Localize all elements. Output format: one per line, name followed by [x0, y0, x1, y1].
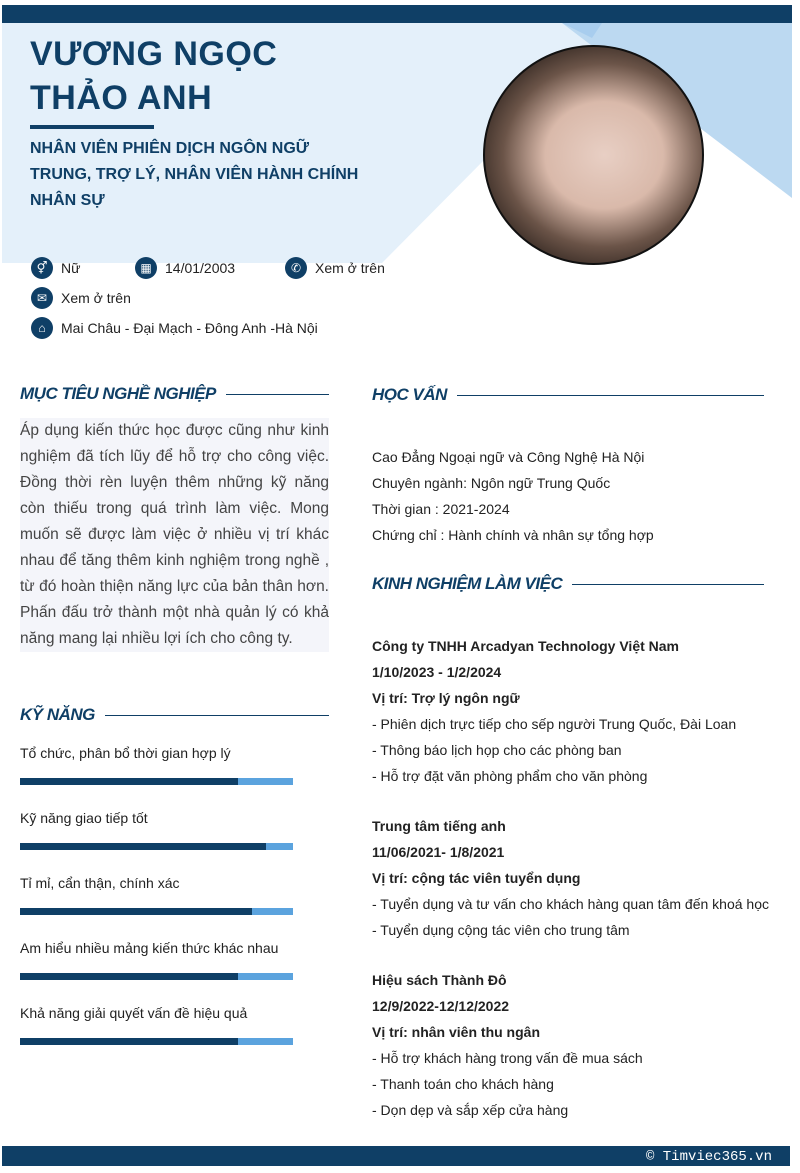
- dob-info: ▦ 14/01/2003: [135, 257, 235, 279]
- job-entry: [372, 633, 736, 789]
- skill-bar-fill: [20, 908, 252, 915]
- skill-bar: [20, 843, 293, 850]
- job-company: Trung tâm tiếng anh: [372, 818, 506, 834]
- job-company: Công ty TNHH Arcadyan Technology Việt Nam: [372, 638, 680, 654]
- skill-bar: [20, 908, 293, 915]
- profile-photo: [483, 45, 704, 265]
- skill-label: Tỉ mỉ, cẩn thận, chính xác: [20, 875, 180, 891]
- skill-bar-fill: [20, 843, 266, 850]
- job-task: - Dọn dẹp và sắp xếp cửa hàng: [372, 1102, 569, 1118]
- skill-bar-fill: [20, 1038, 238, 1045]
- skill-item: [20, 875, 293, 915]
- name-underline: [30, 125, 154, 129]
- skills-heading: KỸ NĂNG: [20, 705, 329, 725]
- top-bar: [2, 5, 792, 23]
- job-task: - Tuyển dụng cộng tác viên cho trung tâm: [372, 922, 630, 938]
- skill-label: Am hiểu nhiều mảng kiến thức khác nhau: [20, 940, 279, 956]
- job-position: Vị trí: cộng tác viên tuyển dụng: [372, 870, 581, 886]
- footer: © Timviec365.vn: [2, 1146, 790, 1166]
- job-position: Vị trí: Trợ lý ngôn ngữ: [372, 690, 520, 706]
- job-entry: [372, 967, 643, 1123]
- skill-bar: [20, 778, 293, 785]
- experience-heading: KINH NGHIỆM LÀM VIỆC: [372, 574, 764, 594]
- job-period: 1/10/2023 - 1/2/2024: [372, 664, 502, 680]
- address-info: ⌂ Mai Châu - Đại Mạch - Đông Anh -Hà Nội: [31, 317, 318, 339]
- skill-item: [20, 1005, 293, 1045]
- job-task: - Hỗ trợ khách hàng trong vấn đề mua sách: [372, 1050, 643, 1066]
- mail-icon: ✉: [31, 287, 53, 309]
- job-period: 11/06/2021- 1/8/2021: [372, 844, 505, 860]
- objective-text: Áp dụng kiến thức học được cũng như kinh nghiệm đã tích lũy để hỗ trợ cho công việc. Đồng thời rèn luyện thêm những kỹ năng còn thiếu trong quá trình làm việc. Mong muốn sẽ được làm việc ở nhiều vị trí khác nhau để tăng thêm kinh nghiệm trong nghề , từ đó hoàn thiện năng lực của bản thân hơn. Phấn đấu trở thành một nhà quản lý có khả năng mang lại nhiều lợi ích cho công ty.: [20, 418, 329, 652]
- job-task: - Thông báo lịch họp cho các phòng ban: [372, 742, 622, 758]
- job-task: - Thanh toán cho khách hàng: [372, 1076, 554, 1092]
- skill-label: Khả năng giải quyết vấn đề hiệu quả: [20, 1005, 248, 1021]
- gender-icon: ⚥: [31, 257, 53, 279]
- skill-bar-fill: [20, 973, 238, 980]
- skill-item: [20, 745, 293, 785]
- education-heading: HỌC VẤN: [372, 385, 764, 405]
- skill-bar: [20, 1038, 293, 1045]
- skill-bar-fill: [20, 778, 238, 785]
- skill-label: Kỹ năng giao tiếp tốt: [20, 810, 148, 826]
- job-task: - Phiên dịch trực tiếp cho sếp người Trung Quốc, Đài Loan: [372, 716, 737, 732]
- job-entry: [372, 813, 769, 943]
- job-company: Hiệu sách Thành Đô: [372, 972, 507, 988]
- gender-info: ⚥ Nữ: [31, 257, 80, 279]
- skill-label: Tổ chức, phân bổ thời gian hợp lý: [20, 745, 231, 761]
- phone-info: ✆ Xem ở trên: [285, 257, 385, 279]
- job-position: Vị trí: nhân viên thu ngân: [372, 1024, 540, 1040]
- job-title: NHÂN VIÊN PHIÊN DỊCH NGÔN NGỮ TRUNG, TRỢ LÝ, NHÂN VIÊN HÀNH CHÍNH NHÂN SỰ: [30, 140, 359, 209]
- job-period: 12/9/2022-12/12/2022: [372, 998, 510, 1014]
- education-details: Cao Đẳng Ngoại ngữ và Công Nghệ Hà Nội Chuyên ngành: Ngôn ngữ Trung Quốc Thời gian : 2021-2024 Chứng chỉ : Hành chính và nhân sự tổng hợp: [372, 449, 654, 543]
- phone-icon: ✆: [285, 257, 307, 279]
- objective-heading: MỤC TIÊU NGHỀ NGHIỆP: [20, 384, 329, 404]
- home-icon: ⌂: [31, 317, 53, 339]
- candidate-name: VƯƠNG NGỌC THẢO ANH: [30, 35, 278, 117]
- skill-item: [20, 810, 293, 850]
- job-task: - Tuyển dụng và tư vấn cho khách hàng quan tâm đến khoá học: [372, 896, 769, 912]
- calendar-icon: ▦: [135, 257, 157, 279]
- skill-item: [20, 940, 293, 980]
- email-info: ✉ Xem ở trên: [31, 287, 131, 309]
- job-task: - Hỗ trợ đặt văn phòng phẩm cho văn phòng: [372, 768, 648, 784]
- skill-bar: [20, 973, 293, 980]
